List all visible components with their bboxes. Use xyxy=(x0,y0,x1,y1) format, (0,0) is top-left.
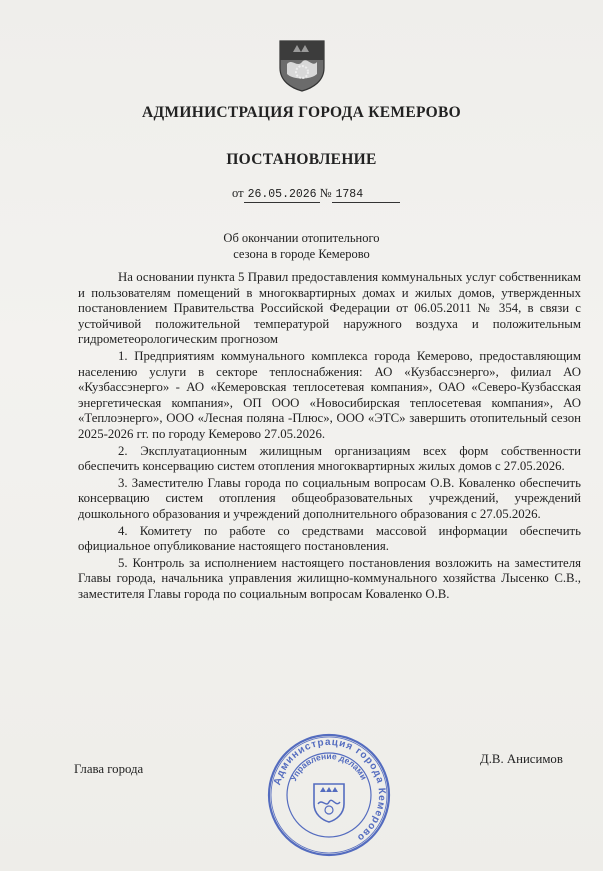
signatory-name: Д.В. Анисимов xyxy=(480,752,563,766)
number-prefix: № xyxy=(319,186,332,200)
subject-line-1: Об окончании отопительного xyxy=(223,231,380,245)
subject-line-2: сезона в городе Кемерово xyxy=(233,247,370,261)
city-coat-of-arms-icon xyxy=(277,38,327,92)
signatory-position: Глава города xyxy=(74,762,144,776)
document-body xyxy=(78,270,581,602)
document-type: ПОСТАНОВЛЕНИЕ xyxy=(226,151,377,168)
item-3-paragraph: 3. Заместителю Главы города по социальным вопросам О.В. Коваленко обеспечить консервацию систем отопления общеобразовательных учреждений, учреждений дошкольного образования и учреждений дополнительного образования с 27.05.2026. xyxy=(78,475,581,521)
document-subject xyxy=(0,230,603,262)
item-2-paragraph: 2. Эксплуатационным жилищным организациям всех форм собственности обеспечить консервацию систем отопления многоквартирных жилых домов с 27.05.2026. xyxy=(78,443,581,474)
preamble-paragraph: На основании пункта 5 Правил предоставления коммунальных услуг собственникам и пользователям помещений в многоквартирных домах и жилых домов, утвержденных постановлением Правительства Российской Федерации от 06.05.2011 № 354, в связи с устойчивой положительной температурой наружного воздуха и положительным гидрометеорологическим прогнозом xyxy=(78,270,581,347)
date-prefix: от xyxy=(232,186,244,200)
item-4-paragraph: 4. Комитету по работе со средствами массовой информации обеспечить официальное опубликование настоящего постановления. xyxy=(78,523,581,554)
stamp-emblem-icon xyxy=(314,784,344,822)
official-stamp xyxy=(266,732,392,858)
item-5-paragraph: 5. Контроль за исполнением настоящего постановления возложить на заместителя Главы города, начальника управления жилищно-коммунального хозяйства Лысенко С.В., заместителя Главы города по социальным вопросам Коваленко О.В. xyxy=(78,555,581,601)
document-number: 1784 xyxy=(332,188,400,203)
date-number-line xyxy=(232,186,400,203)
stamp-outer-text: Администрация города Кемерово xyxy=(271,736,388,844)
stamp-inner-text: Управление делами xyxy=(288,750,370,783)
organization-name: АДМИНИСТРАЦИЯ ГОРОДА КЕМЕРОВО xyxy=(141,104,462,121)
item-1-paragraph: 1. Предприятиям коммунального комплекса города Кемерово, предоставляющим населению услуги в секторе теплоснабжения: АО «Кузбассэнерго», филиал АО «Кузбассэнерго» - АО «Кемеровская теплосетевая компания», ОАО «Северо-Кузбасская энергетическая компания», ОП ООО «Новосибирская теплосетевая компания», АО «Теплоэнерго», ООО «Лесная поляна -Плюс», ООО «ЭТС» завершить отопительный сезон 2025-2026 гг. по городу Кемерово 27.05.2026. xyxy=(78,348,581,441)
document-date: 26.05.2026 xyxy=(244,188,320,203)
